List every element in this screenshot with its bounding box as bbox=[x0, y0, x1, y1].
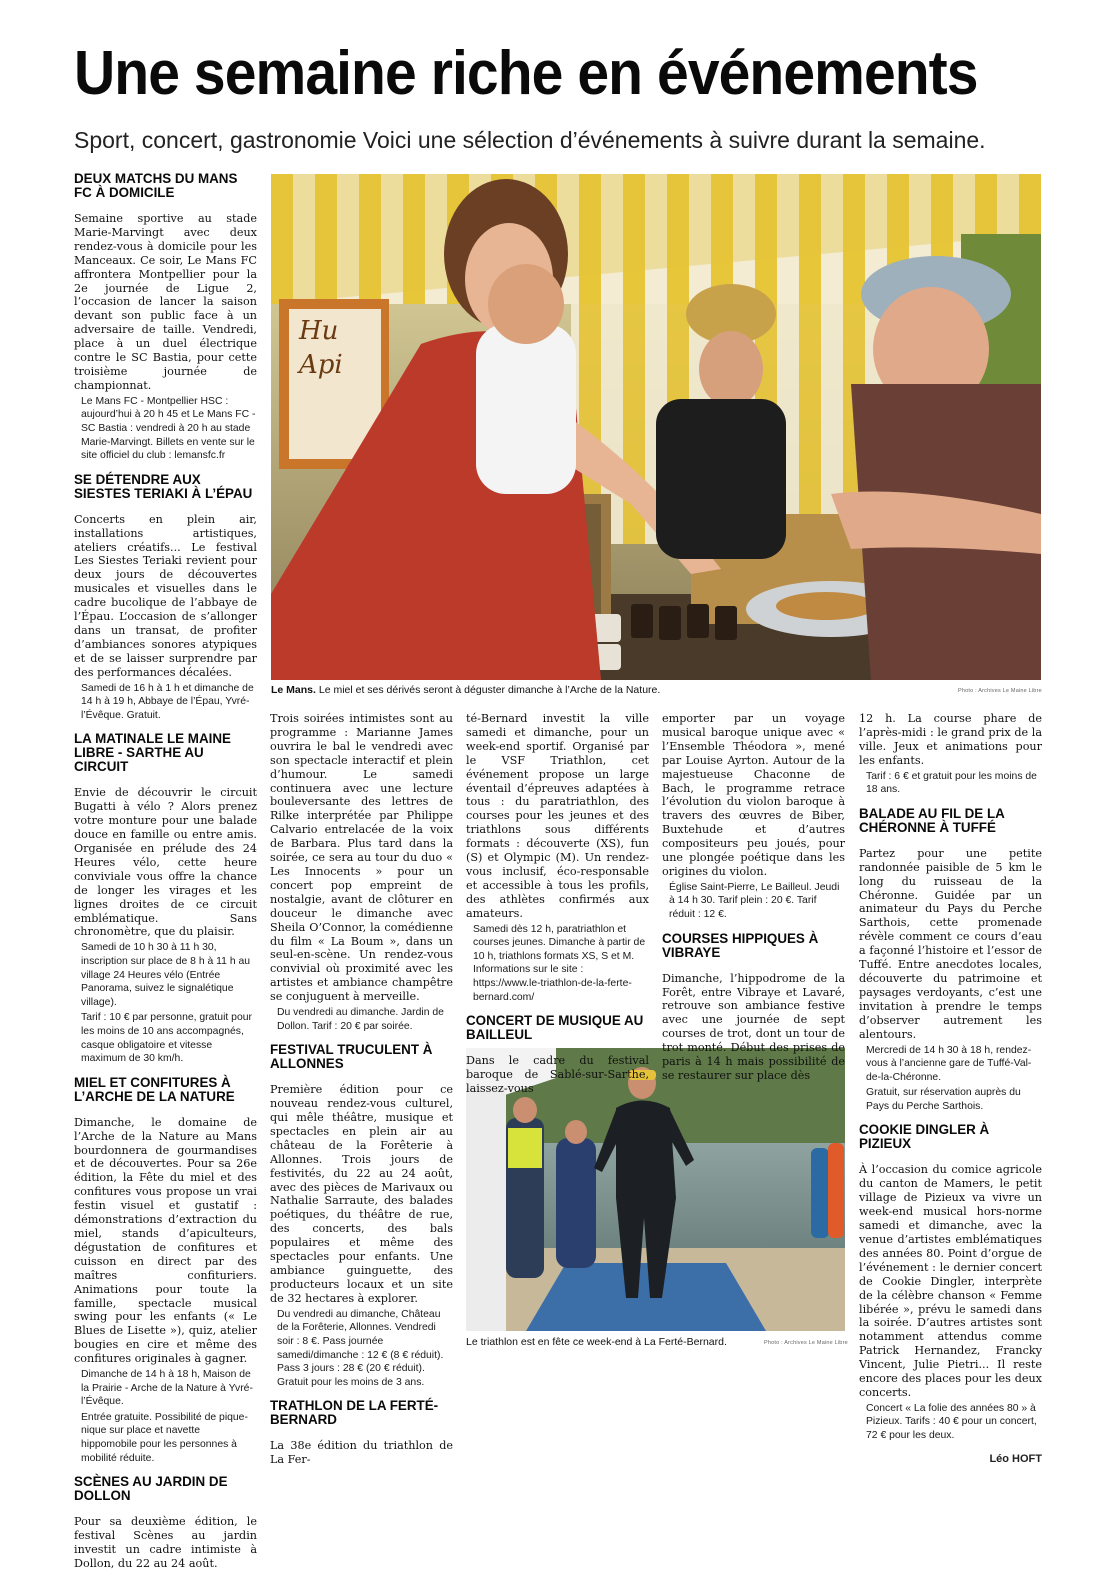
article-info: Du vendredi au dimanche, Château de la Forêterie, Allonnes. Vendredi soir : 8 €. Pass journée samedi/dimanche : 12 € (8 € réduit). Pass 3 jours : 28 € (20 € réduit). Gratuit pour les moins de 3 ans. bbox=[277, 1308, 444, 1388]
article-info: Du vendredi au dimanche. Jardin de Dollon. Tarif : 20 € par soirée. bbox=[277, 1007, 444, 1032]
article-info: Gratuit, sur réservation auprès du Pays du Perche Sarthois. bbox=[866, 1087, 1021, 1112]
article-body: Première édition pour ce nouveau rendez-vous culturel, qui mêle théâtre, musique et spectacles en plein air au château de la Forêterie à Allonnes. Trois jours de festivités, du 22 au 24 août, avec des pièces de Marivaux ou Nathalie Sarraute, des balades poétiques, du théâtre de rue, des concerts, des bals populaires et même des spectacles pour enfants. Une ambiance guinguette, des producteurs locaux et un site de 32 hectares à explorer. bbox=[270, 1083, 453, 1305]
article-body: emporter par un voyage musical baroque unique avec « l’Ensemble Théodora », mené par Louise Ayrton. Autour de la majestueuse Chaconne de Bach, le programme retrace l’évolution du violon baroque à travers des œuvres de Biber, Buxtehude et d’autres compositeurs peu joués, pour une plongée poétique dans les origines du violon. bbox=[662, 712, 845, 878]
article-info: Entrée gratuite. Possibilité de pique-nique sur place et navette hippomobile pour les personnes à mobilité réduite. bbox=[81, 1411, 248, 1464]
article-info: Dimanche de 14 h à 18 h, Maison de la Prairie - Arche de la Nature à Yvré-l’Évêque. bbox=[81, 1369, 253, 1408]
article-triathlon-cont bbox=[466, 712, 649, 1004]
article-title: MIEL ET CONFITURES À L’ARCHE DE LA NATURE bbox=[74, 1074, 235, 1104]
photo1-credit: Photo : Archives Le Maine Libre bbox=[958, 688, 1042, 694]
article-body: Dimanche, l’hippodrome de la Forêt, entre Vibraye et Lavaré, retrouve son ambiance festive avec une journée de sept courses de trot, dont un tour de trot monté. Début des prises de paris à 14 h mais possibilité de se restaurer sur place dès bbox=[662, 971, 845, 1082]
article-courses-vibraye-cont bbox=[859, 712, 1042, 797]
column-1 bbox=[74, 172, 257, 1581]
article-cookie-dingler bbox=[859, 1123, 1042, 1442]
article-miel-confitures bbox=[74, 1076, 257, 1465]
article-info: Samedi de 16 h à 1 h et dimanche de 14 h à 19 h, Abbaye de l’Épau, Yvré-l’Évêque. Gratuit. bbox=[81, 682, 254, 721]
article-body: Pour sa deuxième édition, le festival Scènes au jardin investit un cadre intimiste à Dollon, du 22 au 24 août. bbox=[74, 1515, 257, 1570]
article-body: Trois soirées intimistes sont au programme : Marianne James ouvrira le bal le vendredi avec son spectacle interactif et plein d’humour. Le samedi continuera avec une lecture bouleversante des lettres de Rilke interprétée par Philippe Calvario entrelacée de la voix de Barbara. Plus tard dans la soirée, ce sera au tour du duo « Les Innocents » pour un concert pop empreint de nostalgie, avant de clôturer en douceur le dimanche avec Sheila O’Connor, la comédienne du film « La Boum », dans un seul-en-scène. Un rendez-vous convivial où proximité avec les artistes et ambiance champêtre se conjuguent à merveille. bbox=[270, 712, 453, 1004]
article-body: Concerts en plein air, installations artistiques, ateliers créatifs... Le festival Les Siestes Teriaki revient pour deux jours de découvertes musicales et visuelles dans le cadre bucolique de l’abbaye de l’Épau. L’occasion de s’allonger dans un transat, de profiter d’ambiances sonores atypiques et de se laisser surprendre par des performances décalées. bbox=[74, 512, 257, 679]
column-2 bbox=[270, 712, 453, 1477]
article-title: COOKIE DINGLER À PIZIEUX bbox=[859, 1122, 990, 1152]
article-title: DEUX MATCHS DU MANS FC À DOMICILE bbox=[74, 171, 238, 200]
article-matinale-circuit bbox=[74, 732, 257, 1065]
article-body: À l’occasion du comice agricole du canton de Mamers, le petit village de Pizieux va vivre un week-end musical hors-norme samedi et dimanche, avec la venue d’artistes emblématiques des années 80. Point d’orgue de l’événement : le dernier concert de Cookie Dingler, interprète de la célèbre chanson « Femme libérée », prévu le samedi dans la soirée. D’autres artistes sont notamment attendus comme Patrick Hernandez, Francky Vincent, Julie Pietri... Il reste encore des places pour les deux concerts. bbox=[859, 1163, 1042, 1399]
article-title: FESTIVAL TRUCULENT À ALLONNES bbox=[270, 1042, 433, 1072]
article-balade-cheronne bbox=[859, 807, 1042, 1114]
photo2-credit: Photo : Archives Le Maine Libre bbox=[764, 1340, 848, 1346]
column-3 bbox=[466, 712, 649, 1106]
article-title: BALADE AU FIL DE LA CHÉRONNE À TUFFÉ bbox=[859, 805, 1005, 835]
article-body: Dans le cadre du festival baroque de Sablé-sur-Sarthe, laissez-vous bbox=[466, 1054, 649, 1095]
article-title: TRATHLON DE LA FERTÉ-BERNARD bbox=[270, 1398, 439, 1428]
column-5 bbox=[859, 712, 1042, 1467]
article-body: Envie de découvrir le circuit Bugatti à vélo ? Alors prenez votre monture pour une balade douce en famille ou entre amis. Organisée en prélude des 24 Heures vélo, cette heure conviviale vous offre la chance de longer les virages et les lignes droites de ce circuit emblématique. Sans chronomètre, que du plaisir. bbox=[74, 786, 257, 939]
article-body: Partez pour une petite randonnée paisible de 5 km le long du ruisseau de la Chéronne. Guidée par un animateur du Pays du Perche Sarthois, cette promenade révèle comment ce cours d’eau a façonné l’histoire et l’essor de Tuffé. Entre anecdotes locales, découverte du patrimoine et paysages verdoyants, c’est une invitation à prendre le temps d’observer autrement les alentours. bbox=[859, 846, 1042, 1041]
article-title: COURSES HIPPIQUES À VIBRAYE bbox=[662, 930, 819, 960]
article-body: La 38e édition du triathlon de La Fer- bbox=[270, 1439, 453, 1467]
photo-honey-market bbox=[271, 174, 1041, 680]
headline: Une semaine riche en événements bbox=[74, 39, 978, 108]
article-scenes-jardin bbox=[74, 1475, 257, 1571]
article-title: CONCERT DE MUSIQUE AU BAILLEUL bbox=[466, 1013, 644, 1043]
article-siestes-teriaki bbox=[74, 473, 257, 723]
author-signature: Léo HOFT bbox=[989, 1452, 1042, 1465]
article-concert-bailleul bbox=[466, 1014, 649, 1096]
photo2-caption: Le triathlon est en fête ce week-end à La Ferté-Bernard. bbox=[466, 1336, 727, 1348]
article-title: SCÈNES AU JARDIN DE DOLLON bbox=[74, 1474, 228, 1504]
article-info: Concert « La folie des années 80 » à Pizieux. Tarifs : 40 € pour un concert, 72 € pour les deux. bbox=[866, 1402, 1037, 1442]
article-info: Samedi de 10 h 30 à 11 h 30, inscription sur place de 8 h à 11 h au village 24 Heures vélo (Entrée Panorama, suivez le signalétique village). bbox=[81, 942, 251, 1008]
article-title: SE DÉTENDRE AUX SIESTES TERIAKI À L’ÉPAU bbox=[74, 471, 253, 501]
subtitle: Sport, concert, gastronomie Voici une sélection d’événements à suivre durant la semaine. bbox=[74, 127, 986, 153]
article-concert-bailleul-cont bbox=[662, 712, 845, 922]
honey-sign-text: Hu Api bbox=[299, 316, 343, 380]
article-info: Samedi dès 12 h, paratriathlon et courses jeunes. Dimanche à partir de 10 h, triathlons formats XS, S et M. Informations sur le site : https://www.le-triathlon-de-la-ferte-bernard.com/ bbox=[473, 923, 646, 1003]
photo1-caption: Le Mans. Le miel et ses dérivés seront à déguster dimanche à l’Arche de la Nature. bbox=[271, 684, 661, 696]
article-festival-allonnes bbox=[270, 1043, 453, 1389]
article-scenes-jardin-cont bbox=[270, 712, 453, 1033]
article-courses-vibraye bbox=[662, 932, 845, 1083]
article-info: Mercredi de 14 h 30 à 18 h, rendez-vous à l’ancienne gare de Tuffé-Val-de-la-Chéronne. bbox=[866, 1044, 1032, 1083]
column-4 bbox=[662, 712, 845, 1093]
article-title: LA MATINALE LE MAINE LIBRE - SARTHE AU CIRCUIT bbox=[74, 731, 231, 775]
article-info: Le Mans FC - Montpellier HSC : aujourd’hui à 20 h 45 et Le Mans FC - SC Bastia : vendredi à 20 h au stade Marie-Marvingt. Billets en vente sur le site officiel du club : lemansfc.fr bbox=[81, 395, 256, 462]
article-body: té-Bernard investit la ville samedi et dimanche, pour un week-end sportif. Organisé par le VSF Triathlon, cet événement propose un large éventail d’épreuves adaptées à tous : du paratriathlon, des courses pour les jeunes et des triathlons sous différents formats : découverte (XS), fun (S) et Olympic (M). Un rendez-vous inclusif, éco-responsable et accessible à tous les profils, des athlètes confirmés aux amateurs. bbox=[466, 712, 649, 920]
article-info: Tarif : 10 € par personne, gratuit pour les moins de 10 ans accompagnés, casque obligatoire et vitesse maximum de 30 km/h. bbox=[81, 1012, 252, 1065]
article-info: Église Saint-Pierre, Le Bailleul. Jeudi à 14 h 30. Tarif plein : 20 €. Tarif réduit : 12 €. bbox=[669, 881, 840, 921]
article-triathlon bbox=[270, 1399, 453, 1467]
article-mans-fc bbox=[74, 172, 257, 463]
article-body: Dimanche, le domaine de l’Arche de la Nature au Mans bourdonnera de gourmandises et de découvertes. Pour sa 26e édition, la Fête du miel et des confitures vous propose un vrai festin visuel et gustatif : démonstrations d’extraction du miel, stands d’apiculteurs, dégustation de confitures et cuisson en direct par des maîtres confituriers. Animations pour toute la famille, spectacle musical swing pour les enfants (« Le Blues de Lisette »), quiz, atelier bougies en cire et même des confitures originales à gagner. bbox=[74, 1115, 257, 1366]
article-body: Semaine sportive au stade Marie-Marvingt avec deux rendez-vous à domicile pour les Manceaux. Ce soir, Le Mans FC affrontera Montpellier pour la 2e journée de Ligue 2, l’occasion de lancer la saison devant son public face à un adversaire de taille. Vendredi, place à un duel électrique contre le SC Bastia, pour cette troisième journée de championnat. bbox=[74, 212, 257, 392]
article-body: 12 h. La course phare de l’après-midi : le grand prix de la ville. Jeux et animations pour les enfants. bbox=[859, 712, 1042, 767]
article-info: Tarif : 6 € et gratuit pour les moins de 18 ans. bbox=[866, 770, 1037, 796]
